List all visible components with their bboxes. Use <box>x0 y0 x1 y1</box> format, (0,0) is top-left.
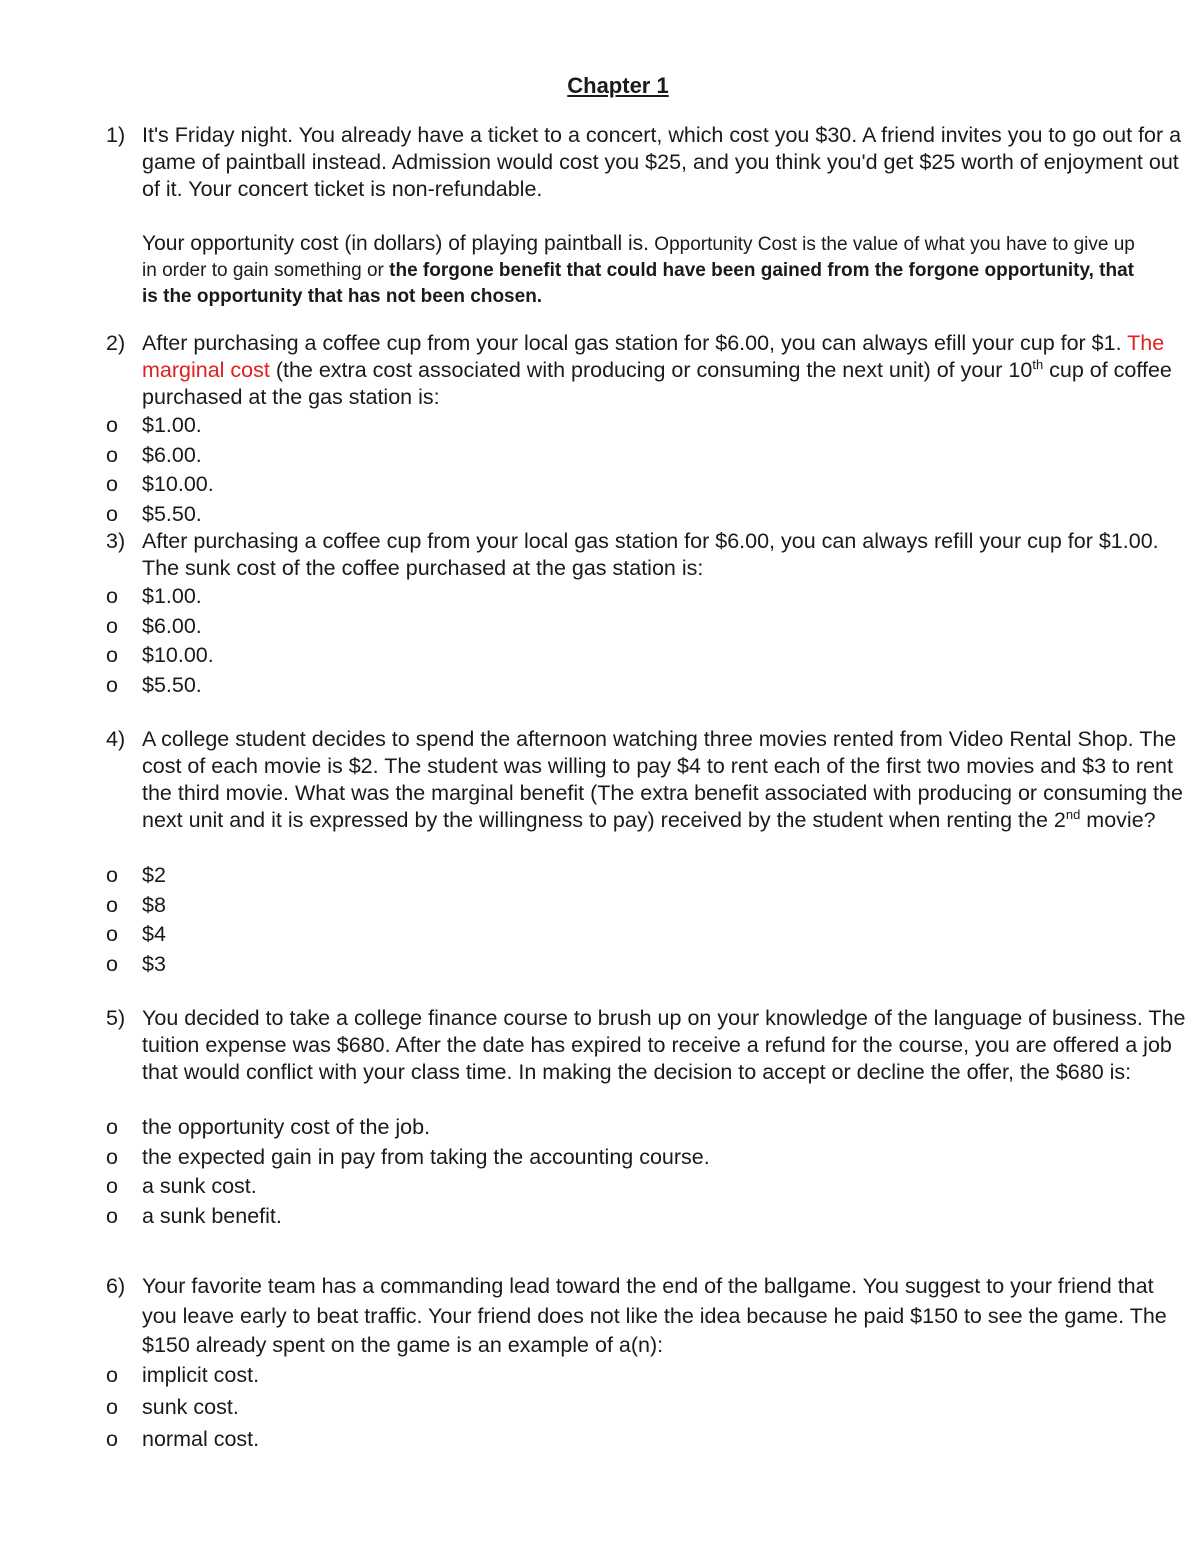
option-text: normal cost. <box>142 1427 260 1451</box>
question-5-options <box>106 1113 1106 1231</box>
question-text: It's Friday night. You already have a ticket to a concert, which cost you $30. A friend invites you to go out for a game of paintball instead. Admission would cost you $25, and you think you'd get $25 worth of enjoyment out of it. Your concert ticket is non-refundable. <box>142 123 1182 201</box>
question-6-options <box>106 1359 1106 1455</box>
question-4 <box>106 726 1186 834</box>
option-bullet: o <box>106 1115 118 1139</box>
option-bullet: o <box>106 413 118 437</box>
option-bullet: o <box>106 584 118 608</box>
option-bullet: o <box>106 672 118 697</box>
option-bullet: o <box>106 1427 118 1451</box>
answer-option[interactable] <box>106 861 1106 891</box>
option-bullet: o <box>106 442 118 467</box>
option-bullet: o <box>106 1363 118 1387</box>
question-2-options <box>106 411 1106 529</box>
option-bullet: o <box>106 922 118 946</box>
answer-option[interactable] <box>106 920 1106 950</box>
answer-option[interactable] <box>106 1359 1106 1391</box>
option-bullet: o <box>106 892 118 917</box>
question-text-part: cup of coffee purchased at the gas station is: <box>142 358 1172 409</box>
answer-option[interactable] <box>106 612 1106 642</box>
answer-option[interactable] <box>106 641 1106 671</box>
answer-option[interactable] <box>106 950 1106 980</box>
option-text: the expected gain in pay from taking the accounting course. <box>142 1144 710 1169</box>
option-bullet: o <box>106 1203 118 1228</box>
option-bullet: o <box>106 1174 118 1198</box>
question-1 <box>106 122 1186 203</box>
option-text: $1.00. <box>142 584 202 608</box>
question-text: Your favorite team has a commanding lead toward the end of the ballgame. You suggest to your friend that you leave early to beat traffic. Your friend does not like the idea because he paid $150 to see the game. The $150 already spent on the game is an example of a(n): <box>142 1274 1167 1357</box>
answer-option[interactable] <box>106 500 1106 530</box>
question-number: 5) <box>106 1006 126 1030</box>
option-text: $6.00. <box>142 442 202 467</box>
question-number: 4) <box>106 727 126 751</box>
option-bullet: o <box>106 951 118 976</box>
option-bullet: o <box>106 613 118 638</box>
question-4-options <box>106 861 1106 979</box>
option-text: $10.00. <box>142 472 214 496</box>
question-text: After purchasing a coffee cup from your local gas station for $6.00, you can always refill your cup for $1.00. The sunk cost of the coffee purchased at the gas station is: <box>142 529 1159 580</box>
option-text: a sunk benefit. <box>142 1203 282 1228</box>
option-text: $10.00. <box>142 643 214 667</box>
option-bullet: o <box>106 863 118 887</box>
question-text-part: (the extra cost associated with producing or consuming the next unit) of your 10 <box>269 358 1033 382</box>
option-bullet: o <box>106 501 118 526</box>
answer-option[interactable] <box>106 1172 1106 1202</box>
page-title: Chapter 1 <box>567 73 669 98</box>
question-text <box>142 726 1186 834</box>
answer-option[interactable] <box>106 582 1106 612</box>
option-text: sunk cost. <box>142 1395 239 1419</box>
question-number: 1) <box>106 123 126 147</box>
answer-option[interactable] <box>106 1202 1106 1232</box>
option-text: $1.00. <box>142 413 202 437</box>
marginal-cost-highlight: The marginal cost <box>142 331 1165 382</box>
option-text: implicit cost. <box>142 1363 260 1387</box>
superscript: th <box>1032 357 1044 372</box>
answer-option[interactable] <box>106 411 1106 441</box>
option-text: $2 <box>142 863 166 887</box>
answer-option[interactable] <box>106 891 1106 921</box>
option-text: $4 <box>142 922 166 946</box>
option-bullet: o <box>106 1144 118 1169</box>
question-5 <box>106 1005 1186 1086</box>
option-text: $6.00. <box>142 613 202 638</box>
superscript: nd <box>1065 807 1081 822</box>
option-bullet: o <box>106 643 118 667</box>
option-bullet: o <box>106 1395 118 1419</box>
question-1-note <box>142 231 1142 310</box>
question-text: You decided to take a college finance course to brush up on your knowledge of the language of business. The tuition expense was $680. After the date has expired to receive a refund for the course, you are offered a job that would conflict with your class time. In making the decision to accept or decline the offer, the $680 is: <box>142 1006 1186 1084</box>
option-bullet: o <box>106 472 118 496</box>
answer-option[interactable] <box>106 1391 1106 1423</box>
answer-option[interactable] <box>106 1113 1106 1143</box>
question-2 <box>106 330 1186 411</box>
question-text-part: movie? <box>1080 808 1156 832</box>
note-bold-definition: the forgone benefit that could have been gained from the forgone opportunity, that is the opportunity that has not been chosen. <box>142 260 1135 307</box>
option-text: $8 <box>142 892 166 917</box>
answer-option[interactable] <box>106 470 1106 500</box>
answer-option[interactable] <box>106 671 1106 701</box>
option-text: $3 <box>142 951 166 976</box>
option-text: the opportunity cost of the job. <box>142 1115 431 1139</box>
question-3-options <box>106 582 1106 700</box>
question-text-part: After purchasing a coffee cup from your local gas station for $6.00, you can always efill your cup for $1. <box>142 331 1128 355</box>
answer-option[interactable] <box>106 441 1106 471</box>
question-number: 6) <box>106 1274 126 1298</box>
question-text <box>142 330 1186 411</box>
option-text: $5.50. <box>142 672 202 697</box>
question-number: 3) <box>106 529 126 553</box>
answer-option[interactable] <box>106 1143 1106 1173</box>
question-number: 2) <box>106 331 126 355</box>
question-3 <box>106 528 1186 582</box>
note-definition: Opportunity Cost is the value of what you have to give up in order to gain something or <box>142 234 1135 281</box>
question-text-part: A college student decides to spend the afternoon watching three movies rented from Video Rental Shop. The cost of each movie is $2. The student was willing to pay $4 to rent each of the first two movies and $3 to rent the third movie. What was the marginal benefit (The extra benefit associated with producing or consuming the next unit and it is expressed by the willingness to pay) received by the student when renting the 2 <box>142 727 1183 832</box>
option-text: $5.50. <box>142 501 202 526</box>
note-lead: Your opportunity cost (in dollars) of playing paintball is. <box>142 232 650 255</box>
question-6 <box>106 1272 1186 1361</box>
answer-option[interactable] <box>106 1423 1106 1455</box>
option-text: a sunk cost. <box>142 1174 257 1198</box>
